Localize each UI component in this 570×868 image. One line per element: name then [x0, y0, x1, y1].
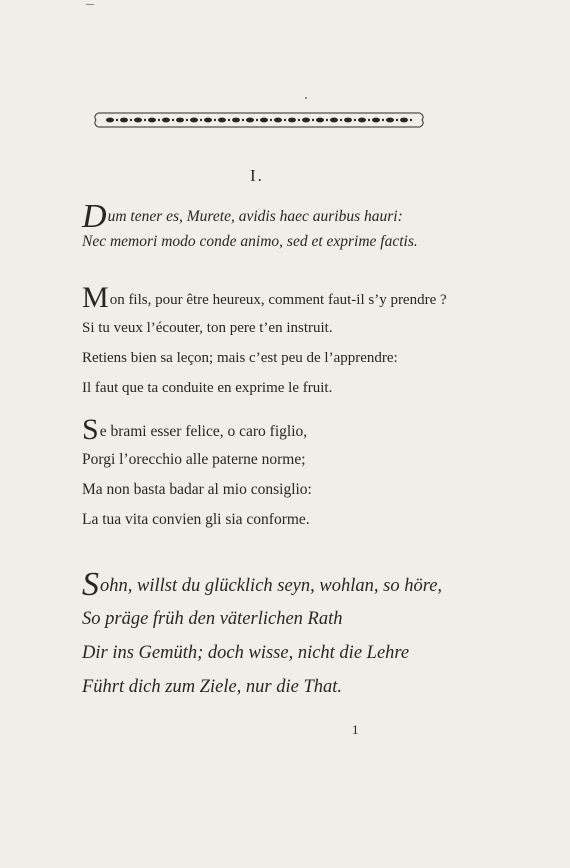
ornament-bead: [260, 118, 268, 123]
italian-line-1: [82, 415, 312, 445]
ornament-dot: [228, 119, 230, 121]
section-numeral: I.: [250, 166, 264, 185]
german-initial: S: [82, 566, 99, 603]
ornament-dot: [298, 119, 300, 121]
ornament-dot: [116, 119, 118, 121]
german-line-1: [82, 568, 442, 602]
ornament-dot: [200, 119, 202, 121]
french-stanza: [82, 283, 447, 403]
french-line-3: Retiens bien sa leçon; mais c’est peu de l’apprendre:: [82, 350, 398, 366]
french-line-1: [82, 283, 447, 313]
latin-initial: D: [82, 198, 107, 235]
page-number: 1: [352, 722, 359, 737]
french-line-1-text: on fils, pour être heureux, comment faut-il s’y prendre ?: [109, 292, 447, 308]
ornament-bead: [288, 118, 296, 123]
decorative-header-rule: [92, 110, 426, 130]
ornament-bead: [204, 118, 212, 123]
italian-line-2: Porgi l’orecchio alle paterne norme;: [82, 451, 306, 468]
latin-stanza: [82, 200, 418, 256]
ornament-bead: [148, 118, 156, 123]
ornament-bead: [330, 118, 338, 123]
ornament-dot: [186, 119, 188, 121]
german-line-4: Führt dich zum Ziele, nur die That.: [82, 677, 343, 697]
italian-line-1-text: e brami esser felice, o caro figlio,: [99, 423, 308, 440]
ornament-bead: [106, 118, 114, 123]
ornament-dot: [396, 119, 398, 121]
ornament-dot: [130, 119, 132, 121]
french-line-4: Il faut que ta conduite en exprime le fruit.: [82, 380, 333, 396]
ornament-bead: [162, 118, 170, 123]
ornament-dot: [256, 119, 258, 121]
italian-stanza: [82, 415, 312, 535]
ornament-bead: [218, 118, 226, 123]
italian-line-3: Ma non basta badar al mio consiglio:: [82, 481, 312, 498]
ornament-bead: [120, 118, 128, 123]
ornament-bead: [372, 118, 380, 123]
ornament-dot: [158, 119, 160, 121]
french-line-2: Si tu veux l’écouter, ton pere t’en instruit.: [82, 320, 333, 336]
ornament-bead: [358, 118, 366, 123]
latin-line-1-text: um tener es, Murete, avidis haec auribus hauri:: [107, 208, 403, 225]
ornament-dot: [326, 119, 328, 121]
ornament-bead: [246, 118, 254, 123]
german-line-3: Dir ins Gemüth; doch wisse, nicht die Lehre: [82, 643, 410, 663]
ornament-dot: [172, 119, 174, 121]
ornament-dot: [242, 119, 244, 121]
latin-line-1: [82, 198, 418, 235]
page-mark: [86, 4, 94, 5]
italian-line-4: La tua vita convien gli sia conforme.: [82, 511, 310, 528]
ornament-bead: [190, 118, 198, 123]
ornament-bead: [400, 118, 408, 123]
ornament-bead: [232, 118, 240, 123]
italian-initial: S: [82, 413, 99, 446]
ornament-dot: [144, 119, 146, 121]
ornament-bead: [176, 118, 184, 123]
ornament-dot: [214, 119, 216, 121]
ornament-dot: [284, 119, 286, 121]
ornament-dot: [340, 119, 342, 121]
ornament-dot: [270, 119, 272, 121]
french-initial: M: [82, 281, 109, 314]
german-line-1-text: ohn, willst du glücklich seyn, wohlan, so höre,: [100, 576, 443, 596]
latin-line-2: Nec memori modo conde animo, sed et exprime factis.: [82, 233, 418, 250]
ornament-dot: [382, 119, 384, 121]
ornament-bead: [344, 118, 352, 123]
ornament-bead: [316, 118, 324, 123]
ornament-dot: [312, 119, 314, 121]
german-line-2: So präge früh den väterlichen Rath: [82, 609, 343, 629]
ornament-dot: [354, 119, 356, 121]
page-mark-dot: [305, 97, 307, 99]
ornament-bead: [274, 118, 282, 123]
german-stanza: [82, 568, 442, 704]
ornament-dot: [410, 119, 412, 121]
ornament-bead: [134, 118, 142, 123]
ornament-dot: [368, 119, 370, 121]
ornament-bead: [302, 118, 310, 123]
ornament-bead: [386, 118, 394, 123]
